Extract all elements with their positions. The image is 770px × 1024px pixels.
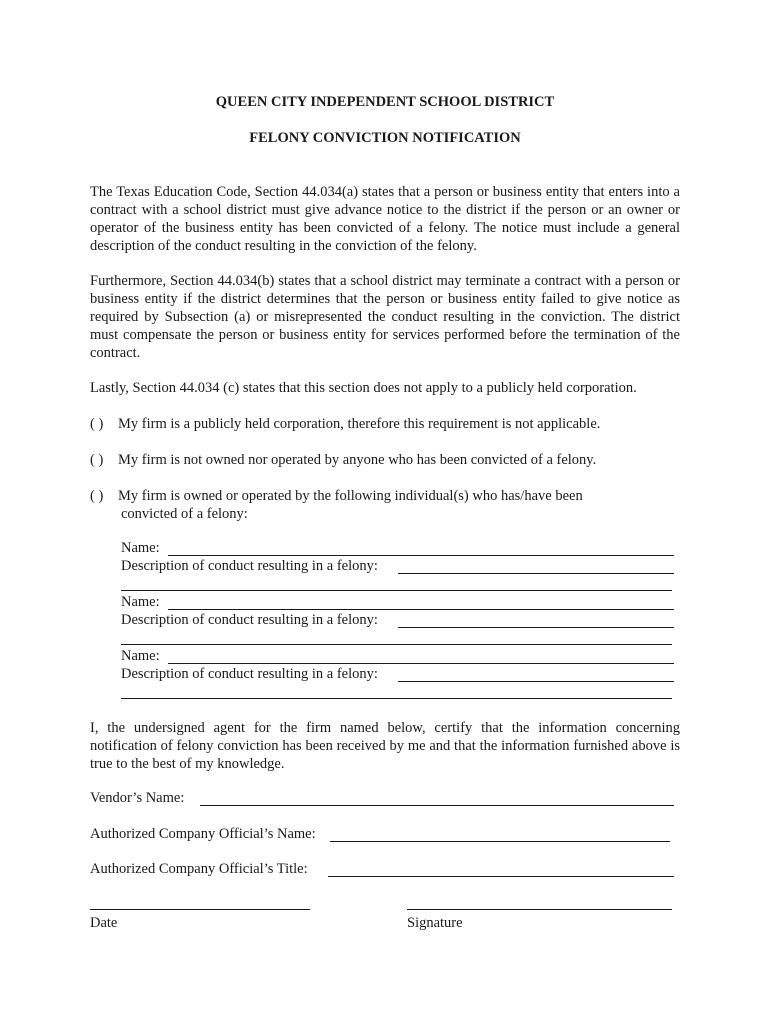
description-label: Description of conduct resulting in a felony: <box>121 666 378 682</box>
name-field[interactable] <box>168 609 674 610</box>
description-field-continued[interactable] <box>121 644 672 645</box>
signature-field[interactable] <box>407 909 672 910</box>
option-publicly-held[interactable] <box>90 415 600 433</box>
form-title: FELONY CONVICTION NOTIFICATION <box>249 130 521 146</box>
certification-paragraph: I, the undersigned agent for the firm named below, certify that the information concerning notification of felony conviction has been received by me and that the information furnished above is true to the best of my knowledge. <box>90 720 680 772</box>
paragraph-section-b: Furthermore, Section 44.034(b) states that a school district may terminate a contract with a person or business entity if the district determines that the person or business entity failed to give notice as required by Subsection (a) or misrepresented the conduct resulting in the conviction. The district must compensate the person or business entity for services performed before the termination of the contract. <box>90 273 680 361</box>
name-label: Name: <box>121 540 160 556</box>
option-not-convicted[interactable] <box>90 451 596 469</box>
option-label: My firm is a publicly held corporation, therefore this requirement is not applicable. <box>118 416 601 432</box>
option-convicted[interactable] <box>90 487 583 505</box>
name-label: Name: <box>121 594 160 610</box>
official-title-label: Authorized Company Official’s Title: <box>90 861 308 877</box>
option-label: My firm is owned or operated by the following individual(s) who has/have been <box>118 488 583 504</box>
description-field[interactable] <box>398 573 674 574</box>
vendor-name-label: Vendor’s Name: <box>90 790 185 806</box>
option-checkbox[interactable]: ( ) <box>90 488 104 504</box>
description-field-continued[interactable] <box>121 590 672 591</box>
paragraph-section-a: The Texas Education Code, Section 44.034(a) states that a person or business entity that enters into a contract with a school district must give advance notice to the district if the person or an owner or operator of the business entity has been convicted of a felony. The notice must include a general description of the conduct resulting in the conviction of the felony. <box>90 184 680 254</box>
option-checkbox[interactable]: ( ) <box>90 452 104 468</box>
date-label: Date <box>90 915 118 931</box>
vendor-name-field[interactable] <box>200 805 674 806</box>
official-title-field[interactable] <box>328 876 674 877</box>
description-field-continued[interactable] <box>121 698 672 699</box>
name-label: Name: <box>121 648 160 664</box>
paragraph-section-c: Lastly, Section 44.034 (c) states that this section does not apply to a publicly held corporation. <box>90 380 637 396</box>
option-label-continued: convicted of a felony: <box>121 506 248 522</box>
date-field[interactable] <box>90 909 310 910</box>
official-name-label: Authorized Company Official’s Name: <box>90 826 316 842</box>
description-label: Description of conduct resulting in a felony: <box>121 612 378 628</box>
option-checkbox[interactable]: ( ) <box>90 416 104 432</box>
description-field[interactable] <box>398 627 674 628</box>
signature-label: Signature <box>407 915 463 931</box>
name-field[interactable] <box>168 663 674 664</box>
option-label: My firm is not owned nor operated by anyone who has been convicted of a felony. <box>118 452 597 468</box>
official-name-field[interactable] <box>330 841 670 842</box>
district-title: QUEEN CITY INDEPENDENT SCHOOL DISTRICT <box>215 94 555 110</box>
description-field[interactable] <box>398 681 674 682</box>
name-field[interactable] <box>168 555 674 556</box>
description-label: Description of conduct resulting in a felony: <box>121 558 378 574</box>
